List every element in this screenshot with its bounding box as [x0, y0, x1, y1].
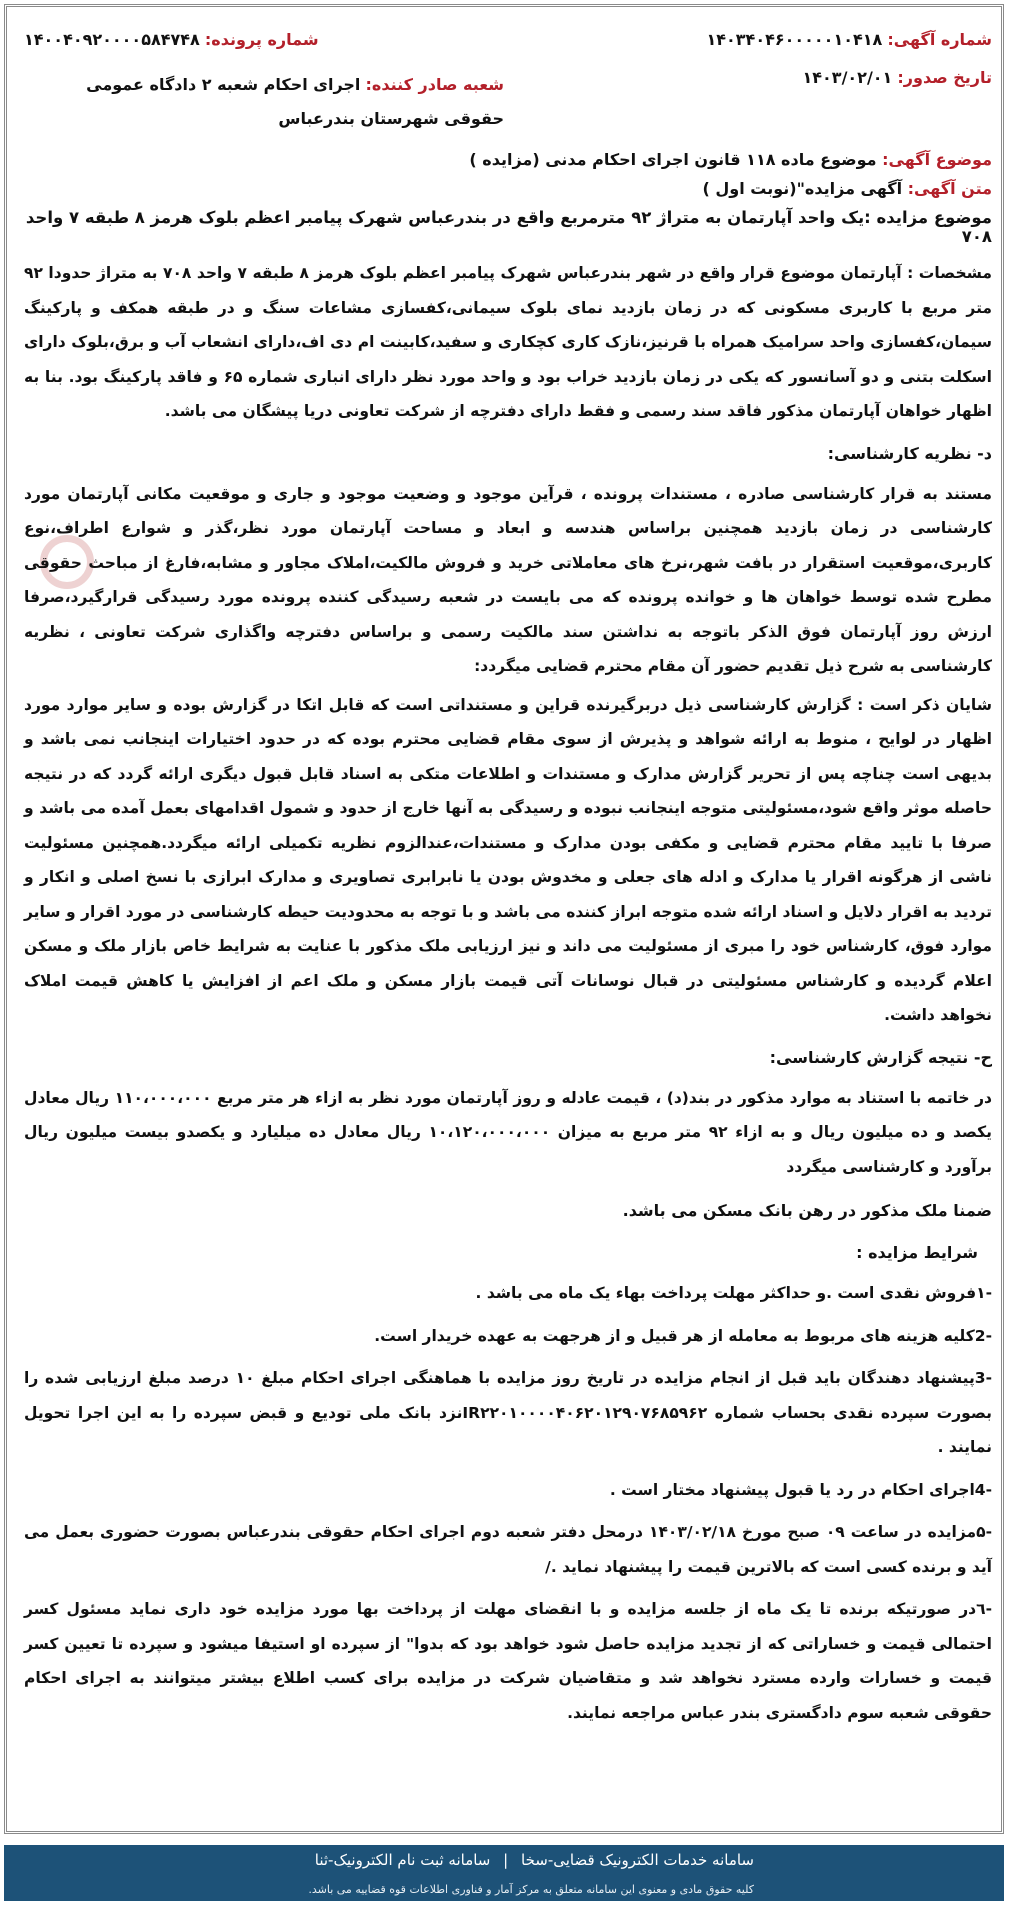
header-row-2: [24, 68, 992, 140]
subject-label: موضوع آگهی:: [882, 150, 992, 169]
condition-6: -٦در صورتیکه برنده تا یک ماه از جلسه مزایده و با انقضای مهلت از پرداخت بها مورد مزایده خود داری نماید مسئول کسر احتمالی قیمت و خساراتی که از تجدید مزایده حاصل شود خواهد بود که بدوا" از سپرده او استیفا میشود و سپرده تا تعیین کسر قیمت و خسارات وارده مسترد نخواهد شد و متقاضیان شرکت در مزایده برای کسب اطلاع بیشتر میتوانند به اجرای احکام حقوقی شعبه سوم دادگستری بندر عباس مراجعه نمایند.: [24, 1600, 992, 1722]
footer-copyright: کلیه حقوق مادی و معنوی این سامانه متعلق به مرکز آمار و فناوری اطلاعات قوه قضاییه می باشد.: [308, 1883, 754, 1896]
issuer: [34, 68, 504, 136]
result-heading: ح- نتیجه گزارش کارشناسی:: [769, 1047, 992, 1067]
case-number: [24, 30, 319, 49]
ad-text-label: متن آگهی:: [907, 179, 992, 198]
issue-date: [803, 68, 993, 87]
specs-paragraph: مشخصات : آپارتمان موضوع قرار واقع در شهر بندرعباس شهرک پیامبر اعظم بلوک هرمز ۸ طبقه ۷ واحد ۷۰۸ به متراژ حدودا ۹۲ متر مربع با کاربری مسکونی که در زمان بازدید نمای بلوک سیمانی،کفسازی مشاعات سنگ و در طبقه همکف و پارکینگ سیمان،کفسازی واحد سرامیک همراه با قرنیز،نازک کاری کچکاری و سفید،کابینت ام دی اف،دارای انشعاب آب و برق،بلوک دارای اسکلت بتنی و دو آسانسور که یکی در زمان بازدید خراب بود و واحد مورد نظر دارای انباری شماره ۶۵ و فاقد پارکینگ بود. بنا به اظهار خواهان آپارتمان مذکور فاقد سند رسمی و فقط دارای دفترچه از شرکت تعاونی دریا پیشگان می باشد.: [24, 264, 992, 420]
conditions-heading: شرایط مزایده :: [856, 1243, 978, 1262]
footer-link-sakha[interactable]: سامانه خدمات الکترونیک قضایی-سخا: [521, 1851, 754, 1869]
notice-content: [24, 30, 992, 1738]
opinion-paragraph: مستند به قرار کارشناسی صادره ، مستندات پرونده ، قرآین موجود و وضعیت موجود و جاری و موقعیت مکانی آپارتمان مورد کارشناسی در زمان بازدید همچنین براساس هندسه و ابعاد و مساحت آپارتمان مورد نظر،گذر و شوارع اطراف،نوع کاربری،موقعیت استقرار در بافت شهر،نرخ های معاملاتی خرید و فروش مالکیت،املاک مجاور و مشابه،فارغ از مباحث حقوقی مطرح شده توسط خواهان ها و خوانده پرونده که می بایست در شعبه رسیدگی کننده پرونده مورد رسیدگی قرارگیرد،صرفا ارزش روز آپارتمان فوق الذکر باتوجه به نداشتن سند مالکیت رسمی و براساس دفترچه واگذاری شرکت تعاونی ، نظریه کارشناسی به شرح ذیل تقدیم حضور آن مقام محترم قضایی میگردد:: [24, 484, 992, 675]
condition-1: -۱فروش نقدی است .و حداکثر مهلت پرداخت بهاء یک ماه می باشد .: [475, 1284, 992, 1302]
footer-links: [315, 1851, 754, 1869]
case-number-label: شماره پرونده:: [204, 30, 319, 49]
issue-date-value: ۱۴۰۳/۰۲/۰۱: [802, 68, 893, 87]
issue-date-label: تاریخ صدور:: [897, 68, 992, 87]
ad-number: [706, 30, 992, 49]
opinion-heading: د- نظریه کارشناسی:: [827, 443, 992, 463]
case-number-value: ۱۴۰۰۴۰۹۲۰۰۰۰۵۸۴۷۴۸: [24, 30, 200, 49]
footer-link-sana[interactable]: سامانه ثبت نام الکترونیک-ثنا: [314, 1851, 491, 1869]
subject-value: موضوع ماده ۱۱۸ قانون اجرای احکام مدنی (مزایده ): [469, 150, 877, 169]
condition-5: -۵مزایده در ساعت ۰۹ صبح مورخ ۱۴۰۳/۰۲/۱۸ درمحل دفتر شعبه دوم اجرای احکام حقوقی بندرعباس بصورت حضوری بعمل می آید و برنده کسی است که بالاترین قیمت را پیشنهاد نماید ./: [24, 1523, 993, 1576]
issuer-value: اجرای احکام شعبه ۲ دادگاه عمومی حقوقی شهرستان بندرعباس: [86, 75, 504, 128]
mortgage-note: ضمنا ملک مذکور در رهن بانک مسکن می باشد.: [622, 1201, 992, 1220]
ad-number-value: ۱۴۰۳۴۰۴۶۰۰۰۰۰۱۰۴۱۸: [706, 30, 883, 49]
subject-line: [24, 150, 992, 169]
ad-text-line: [24, 179, 992, 198]
condition-2: -2کلیه هزینه های مربوط به معامله از هر قبیل و از هرجهت به عهده خریدار است.: [374, 1326, 992, 1345]
issuer-label: شعبه صادر کننده:: [365, 75, 504, 94]
disclaimer-paragraph: شایان ذکر است : گزارش کارشناسی ذیل دربرگیرنده قراین و مستنداتی است که قابل اتکا در گزارش بوده و سایر موارد مورد اظهار در لوایح ، منوط به ارائه شواهد و پذیرش از سوی مقام قضایی محترم بوده که در حدود اختیارات اینجانب نمی باشد و بدیهی است چناچه پس از تحریر گزارش مدارک و مستندات و اطلاعات متکی به اسناد قابل قبول دیگری ارائه گردد که در نتیجه حاصله موثر واقع شود،مسئولیتی متوجه اینجانب نبوده و رسیدگی به آنها خارج از حدود و شمول اقدامهای بعمل آمده می باشد و صرفا با تایید مقام محترم قضایی و مکفی بودن مدارک و مستندات،عندالزوم نظریه تکمیلی ارائه میگردد.همچنین مسئولیت ناشی از هرگونه اقرار یا مدارک و ادله های جعلی و مخدوش بودن یا نابرابری تصاویری و مدارک ابرازی با نسخ اصلی و انکار و تردید به اقرار دلایل و اسناد ارائه شده متوجه ابراز کننده می باشد و با توجه به محدودیت حیطه کارشناسی در مورد اقرار و سایر موارد فوق، کارشناس خود را مبری از مسئولیت می داند و نیز ارزیابی ملک مذکور با عنایت به شرایط خاص بازار ملک و مسکن اعلام گردیده و کارشناس مسئولیتی در قبال نوسانات آتی قیمت بازار مسکن و ملک اعم از افزایش یا کاهش قیمت املاک نخواهد داشت.: [24, 695, 992, 1024]
ad-text-value: آگهی مزایده"(نوبت اول ): [702, 179, 903, 198]
footer-separator: |: [503, 1851, 509, 1869]
header-row-1: [24, 30, 992, 68]
footer-bar: [4, 1845, 1004, 1901]
condition-4: -4اجرای احکام در رد یا قبول پیشنهاد مختار است .: [609, 1480, 992, 1499]
result-paragraph: در خاتمه با استناد به موارد مذکور در بند(د) ، قیمت عادله و روز آپارتمان مورد نظر به ازاء هر متر مربع ۱۱۰،۰۰۰،۰۰۰ ریال معادل یکصد و ده میلیون ریال و به ازاء ۹۲ متر مربع به میزان ۱۰،۱۲۰،۰۰۰،۰۰۰ ریال معادل ده میلیارد و یکصدو بیست میلیون ریال برآورد و کارشناسی میگردد: [24, 1088, 992, 1176]
auction-subject: موضوع مزایده :یک واحد آپارتمان به متراژ ۹۲ مترمربع واقع در بندرعباس شهرک پیامبر اعظم بلوک هرمز ۸ طبقه ۷ واحد ۷۰۸: [25, 208, 992, 246]
ad-number-label: شماره آگهی:: [887, 30, 992, 49]
condition-3: -3پیشنهاد دهندگان باید قبل از انجام مزایده در تاریخ روز مزایده با هماهنگی اجرای احکام مبلغ ۱۰ درصد مبلغ ارزیابی شده را بصورت سپرده نقدی بحساب شماره IR۲۲۰۱۰۰۰۰۴۰۶۲۰۱۲۹۰۷۶۸۵۹۶۲نزد بانک ملی تودیع و قبض سپرده را به این اجرا تحویل نمایند .: [24, 1369, 992, 1456]
